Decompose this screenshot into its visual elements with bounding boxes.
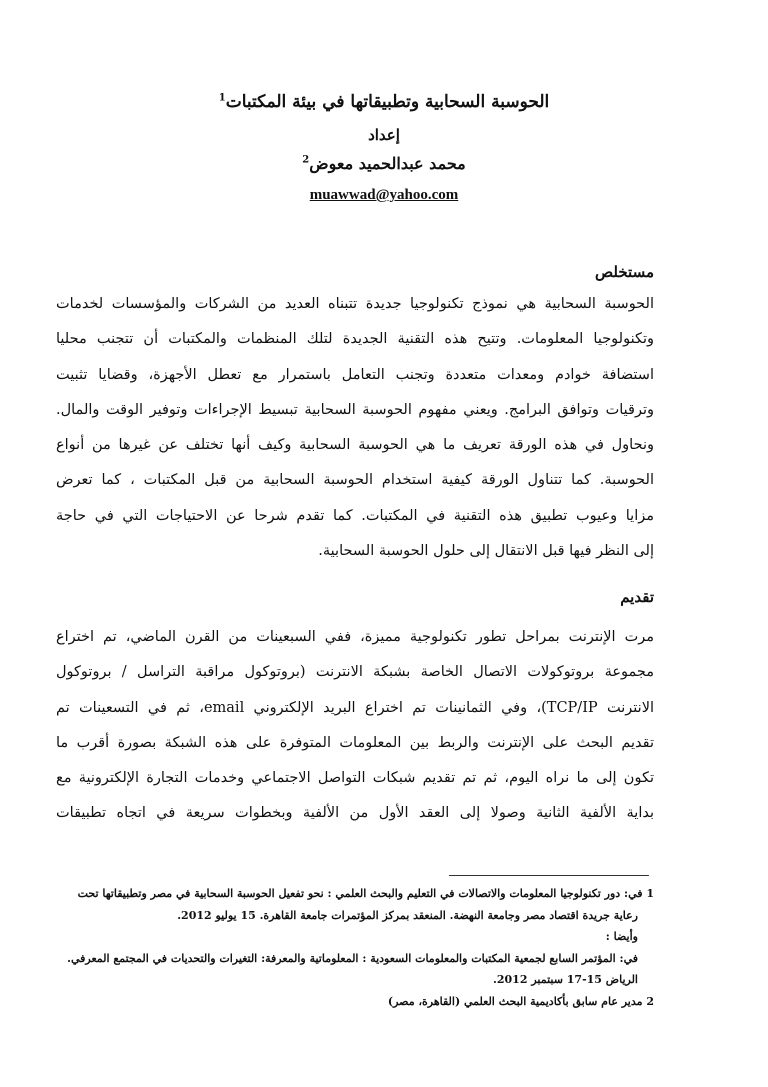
footnote-line: وأيضا : [605, 930, 638, 943]
author-email[interactable]: muawwad@yahoo.com [309, 187, 459, 203]
intro-heading: تقديم [620, 588, 654, 606]
intro-line: مجموعة بروتوكولات الاتصال الخاصة بشبكة الانترنت (بروتوكول مراقبة التراسل / بروتوكول [56, 664, 654, 681]
footnote-line: 1 في: دور تكنولوجيا المعلومات والاتصالات في التعليم والبحث العلمي : نحو تفعيل الحوسبة السحابية في مصر وتطبيقاتها تحت [77, 887, 654, 900]
footnotes [54, 883, 654, 1012]
abstract-line: مزايا وعيوب تطبيق هذه التقنية في المكتبات. كما تقدم شرحا عن الاحتياجات التي في حاجة [56, 507, 654, 524]
abstract-line: إلى النظر فيها قبل الانتقال إلى حلول الحوسبة السحابية. [318, 543, 654, 560]
abstract-paragraph [56, 287, 654, 569]
author-name [60, 154, 708, 173]
author-text: محمد عبدالحميد معوض [309, 154, 466, 173]
footnote-line: في: المؤتمر السابع لجمعية المكتبات والمعلومات السعودية : المعلوماتية والمعرفة: التغيرات والتحديات في المجتمع المعرفي. [67, 951, 638, 965]
intro-line: تقديم البحث على الإنترنت والربط بين المعلومات المتوفرة على هذه الشبكة بصورة أقرب ما [56, 734, 654, 751]
intro-paragraph [56, 620, 654, 832]
intro-line: الانترنت TCP/IP)، وفي الثمانينات تم اختراع البريد الإلكتروني email، ثم في التسعينات تم [56, 699, 654, 716]
title-text: الحوسبة السحابية وتطبيقاتها في بيئة المكتبات [225, 92, 550, 112]
footnote-separator [449, 875, 649, 876]
footnote-line: رعاية جريدة اقتصاد مصر وجامعة النهضة. المنعقد بمركز المؤتمرات جامعة القاهرة. 15 يوليو 2012. [177, 908, 638, 922]
footnote-line: 2 مدير عام سابق بأكاديمية البحث العلمي (القاهرة، مصر) [387, 994, 654, 1008]
abstract-line: الحوسبة. كما تتناول الورقة كيفية استخدام الحوسبة السحابية من قبل المكتبات ، كما تعرض [56, 472, 654, 489]
abstract-heading: مستخلص [595, 263, 654, 281]
intro-line: تكون إلى ما نراه اليوم، ثم تم تقديم شبكات التواصل الاجتماعي وخدمات التجارة الإلكترونية مع [56, 770, 654, 787]
prepared-by-label: إعداد [368, 126, 400, 144]
abstract-line: ونحاول في هذه الورقة تعريف ما هي الحوسبة السحابية وكيف أنها تختلف عن غيرها من أنواع [56, 437, 654, 454]
abstract-line: استضافة خوادم ومعدات متعددة وتجنب التعامل باستمرار مع تعطل الأجهزة، وقضايا تثبيت [56, 366, 654, 383]
abstract-line: وترقيات وتوافق البرامج. ويعني مفهوم الحوسبة السحابية تبسيط الإجراءات وتوفير الوقت والمال. [56, 401, 654, 418]
title-footnote-marker: 1 [218, 92, 226, 104]
author-footnote-marker: 2 [302, 154, 310, 166]
intro-line: بداية الألفية الثانية وصولا إلى العقد الأول من الألفية وبخطوات سريعة في اتجاه تطبيقات [56, 805, 654, 822]
abstract-line: وتكنولوجيا المعلومات. وتتيح هذه التقنية الجديدة لتلك المنظمات والمكتبات أن تتجنب محليا [56, 331, 654, 348]
intro-line: مرت الإنترنت بمراحل تطور تكنولوجية مميزة، ففي السبعينات من القرن الماضي، تم اختراع [56, 629, 654, 645]
footnote-line: الرياض 15-17 سبتمبر 2012. [493, 973, 638, 986]
paper-title [60, 92, 708, 112]
abstract-line: الحوسبة السحابية هي نموذج تكنولوجيا جديدة تتبناه العديد من الشركات والمؤسسات لخدمات [56, 296, 654, 312]
